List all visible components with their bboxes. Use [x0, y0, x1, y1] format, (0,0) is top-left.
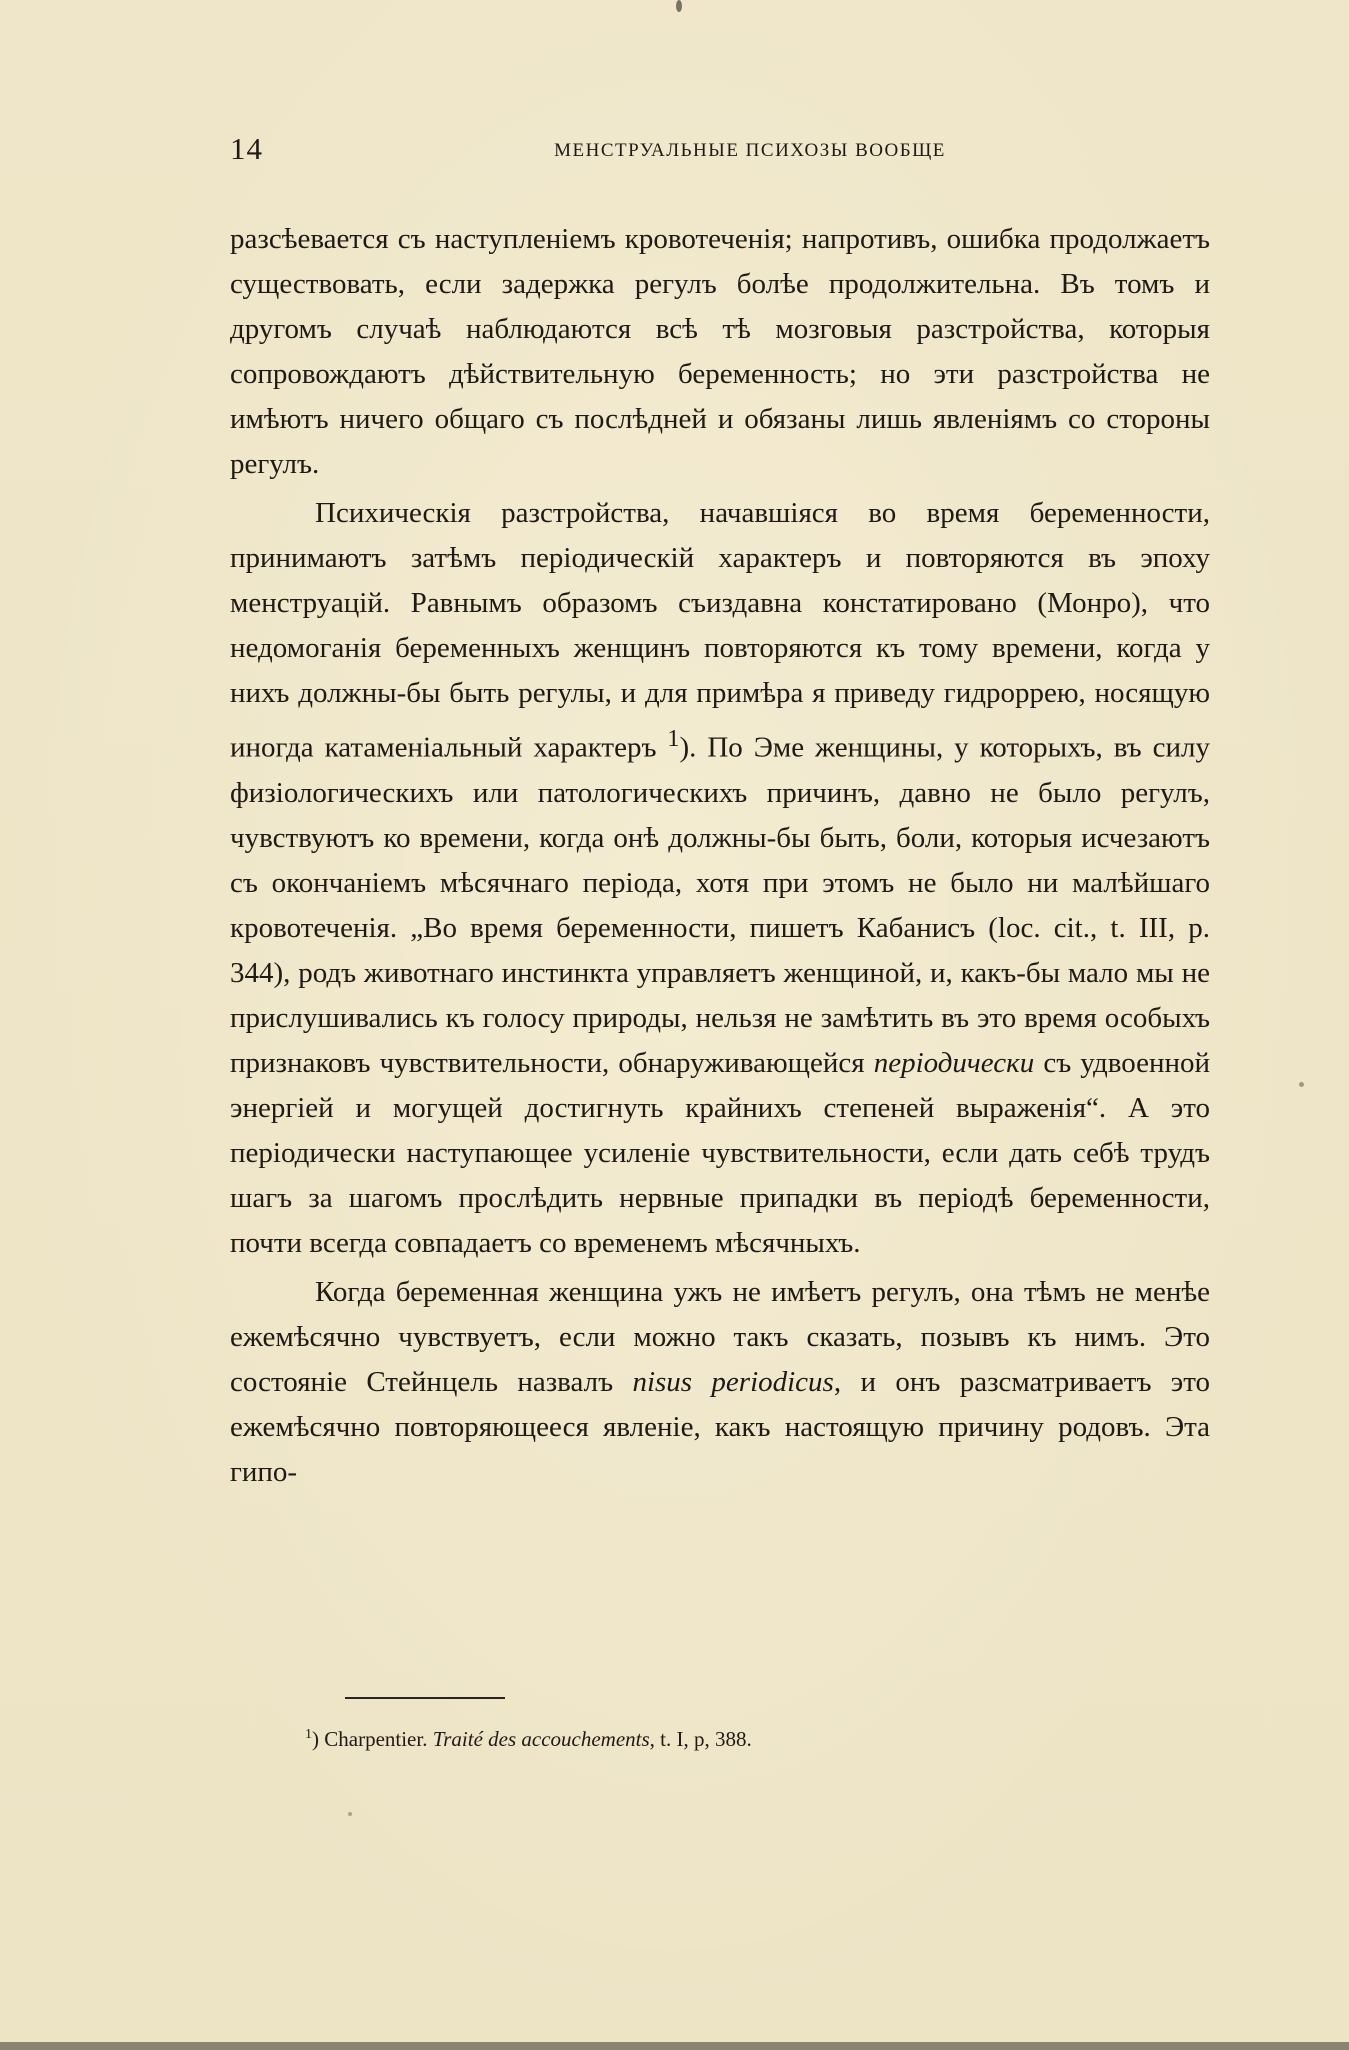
paragraph-2-emphasis: періодически	[873, 1046, 1035, 1079]
paragraph-3-text-b: , и онъ разсматриваетъ это ежемѣсячно повторяющееся явленіе, какъ настоящую причину родовъ. Эта гипо-	[230, 1365, 1211, 1488]
page-number: 14	[230, 131, 263, 166]
paragraph-1-text: разсѣевается съ наступленіемъ кровотеченія; напротивъ, ошибка продолжаетъ существовать, если задержка регулъ болѣе продолжительна. Въ томъ и другомъ случаѣ наблюдаются всѣ тѣ мозговыя разстройства, которыя сопровождаютъ дѣйствительную беременность; но эти разстройства не имѣютъ ничего общаго съ послѣдней и обязаны лишь явленіямъ со стороны регулъ.	[230, 223, 1210, 480]
paragraph-1	[230, 217, 1210, 487]
footnote	[305, 1720, 1165, 1754]
paragraph-3-text-a: Когда беременная женщина ужъ не имѣетъ регулъ, она тѣмъ не менѣе ежемѣсячно чувствуетъ, если можно такъ сказать, позывъ къ нимъ. Это состояніе Стейнцель назвалъ	[230, 1275, 1210, 1398]
paragraph-2-text-a: Психическія разстройства, начавшіяся во время беременности, принимаютъ затѣмъ періодическій характеръ и повторяются въ эпоху менструацій. Равнымъ образомъ съиздавна констатировано (Монро), что недомоганія беременныхъ женщинъ повторяются къ тому времени, когда у нихъ должны-бы быть регулы, и для примѣра я приведу гидроррею, носящую иногда катаменіальный характеръ	[230, 497, 1210, 764]
paragraph-2	[230, 491, 1210, 1266]
ink-speck	[348, 1812, 352, 1816]
ink-speck	[1299, 1082, 1304, 1087]
footnote-author: ) Charpentier.	[312, 1727, 428, 1751]
footnote-title: Traité des accouchements	[432, 1727, 650, 1751]
scan-edge	[0, 2042, 1349, 2050]
ink-speck	[676, 0, 682, 12]
paragraph-3	[230, 1270, 1210, 1495]
footnote-divider	[345, 1697, 505, 1699]
running-title: МЕНСТРУАЛЬНЫЕ ПСИХОЗЫ ВООБЩЕ	[554, 140, 946, 161]
body-text	[230, 217, 1210, 1499]
paragraph-2-text-c: съ удвоенной энергіей и могущей достигнуть крайнихъ степеней выраженія“. А это періодически наступающее усиленіе чувствительности, если дать себѣ трудъ шагъ за шагомъ прослѣдить нервные припадки въ періодѣ беременности, почти всегда совпадаетъ со временемъ мѣсячныхъ.	[230, 1046, 1211, 1259]
footnote-rest: , t. I, p, 388.	[649, 1727, 752, 1751]
paragraph-3-emphasis: nisus periodicus	[632, 1365, 834, 1398]
page-header	[230, 131, 1210, 171]
paragraph-2-text-b: ). По Эме женщины, у которыхъ, въ силу физіологическихъ или патологическихъ причинъ, давно не было регулъ, чувствуютъ ко времени, когда онѣ должны-бы быть, боли, которыя исчезаютъ съ окончаніемъ мѣсячнаго періода, хотя при этомъ не было ни малѣйшаго кровотеченія. „Во время беременности, пишетъ Кабанисъ (loc. cit., t. III, p. 344), родъ животнаго инстинкта управляетъ женщиной, и, какъ-бы мало мы не прислушивались къ голосу природы, нельзя не замѣтить въ это время особыхъ признаковъ чувствительности, обнаруживающейся	[230, 731, 1210, 1079]
footnote-marker: 1	[305, 1727, 312, 1742]
footnote-reference: 1	[667, 725, 680, 752]
